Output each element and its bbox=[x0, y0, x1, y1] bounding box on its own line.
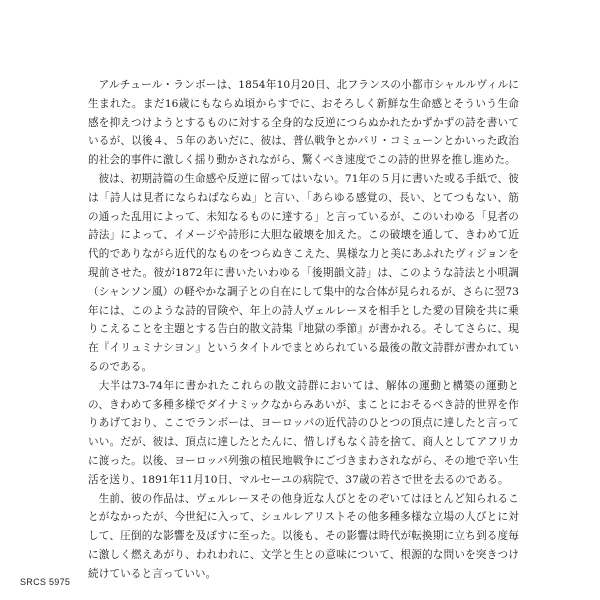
paragraph-4: 生前、彼の作品は、ヴェルレーヌその他身近な人びとをのぞいてはほとんど知られることがなかったが、今世紀に入って、シュルレアリストその他多種多様な立場の人びとに対して、圧倒的な影響を及ぼすに至った。以後も、その影響は時代が転換期に立ち到る度毎に激しく燃えあがり、われわれに、文学と生との意味について、根源的な問いを突きつけ続けていると言っていい。 bbox=[88, 492, 519, 580]
paragraph-2: 彼は、初期詩篇の生命感や反逆に留ってはいない。71年の５月に書いた或る手紙で、彼は「詩人は見者にならねばならぬ」と言い、「あらゆる感覚の、長い、とてつもない、筋の通った乱用によって、未知なるものに達する」と言っているが、このいわゆる「見者の詩法」によって、イメージや詩形に大胆な破壊を加えた。この破壊を通して、きわめて近代的でありながら近代的なものをつらぬきこえた、異様な力と美にあふれたヴィジョンを現前させた。彼が1872年に書いたいわゆる「後期韻文詩」は、このような詩法と小唄調（シャンソン風）の軽やかな調子との自在にして集中的な合体が見られるが、さらに翌73年には、このような詩的冒険や、年上の詩人ヴェルレーヌを相手とした愛の冒険を共に乗りこえることを主題とする告白的散文詩集『地獄の季節』が書かれる。そしてさらに、現在『イリュミナシヨン』というタイトルでまとめられている最後の散文詩群が書かれているのである。 bbox=[88, 172, 519, 373]
essay-body bbox=[88, 76, 519, 584]
paragraph-1: アルチュール・ランボーは、1854年10月20日、北フランスの小都市シャルルヴィルに生まれた。まだ16歳にもならぬ頃からすでに、おそろしく新鮮な生命感とそういう生命感を抑えつけようとするものに対する全身的な反逆につらぬかれたかずかずの詩を書いているが、以後４、５年のあいだに、彼は、普仏戦争とかパリ・コミューンとかいった政治的社会的事件に激しく揺り動かされながら、驚くべき速度でこの詩的世界を推し進めた。 bbox=[88, 79, 519, 167]
catalog-number: SRCS 5975 bbox=[20, 577, 71, 587]
paragraph-3: 大半は73-74年に書かれたこれらの散文詩群においては、解体の運動と構築の運動との、きわめて多種多様でダイナミックなからみあいが、まことにおそるべき詩的世界を作りあげており、ここでランボーは、ヨーロッパの近代詩のひとつの頂点に達したと言っていい。だが、彼は、頂点に達したとたんに、惜しげもなく詩を捨て、商人としてアフリカに渡った。以後、ヨーロッパ列強の植民地戦争にごづきまわされながら、その地で辛い生活を送り、1891年11月10日、マルセーユの病院で、37歳の若さで世を去るのである。 bbox=[88, 379, 519, 486]
